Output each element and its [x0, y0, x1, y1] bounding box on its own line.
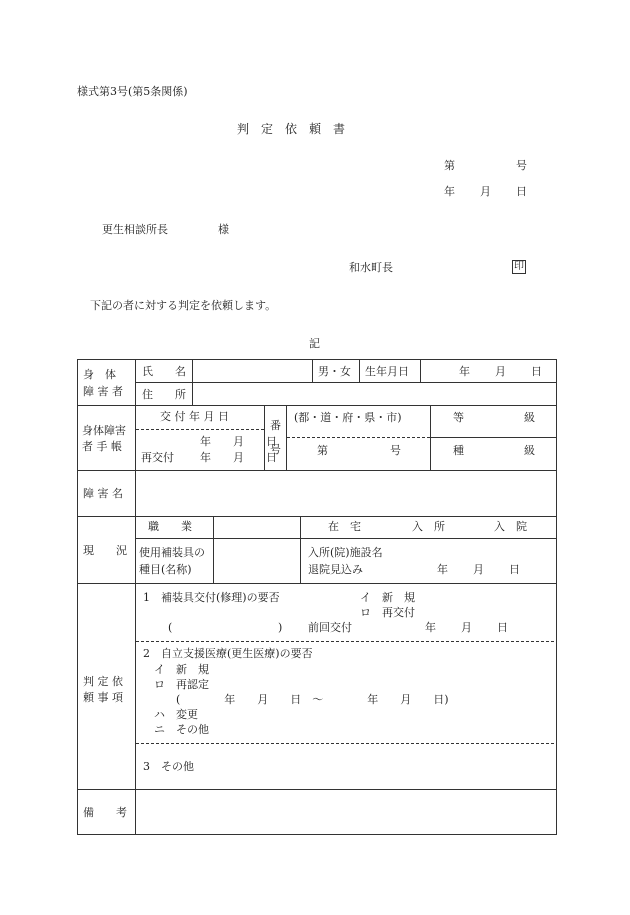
status-label: 現 況 — [83, 544, 127, 557]
handbook-label-2: 者 手 帳 — [82, 440, 122, 453]
item2-title: 2 自立支援医療(更生医療)の要否 — [143, 647, 313, 660]
equipment-label-2: 種目(名称) — [139, 563, 192, 576]
birth-month: 月 — [495, 365, 506, 378]
item1-paren-close: ) — [278, 621, 283, 634]
equipment-label-1: 使用補装具の — [139, 546, 205, 559]
issue-date-label: 交 付 年 月 日 — [160, 410, 229, 423]
form-number: 様式第3号(第5条関係) — [77, 85, 188, 98]
addressee-honorific: 様 — [218, 223, 229, 236]
status-home: 在 宅 — [328, 520, 361, 533]
seal-mark: 印 — [514, 261, 524, 272]
gender-option: 男・女 — [318, 365, 351, 378]
type-suffix: 級 — [524, 444, 535, 457]
person-section-label-2: 障 害 者 — [83, 385, 123, 398]
doc-number-prefix: 第 — [444, 159, 455, 172]
item1-paren-open: ( — [168, 621, 173, 634]
addressee: 更生相談所長 — [102, 223, 168, 236]
request-label-2: 頼 事 項 — [83, 691, 123, 704]
handbook-number-suffix: 号 — [390, 444, 401, 457]
handbook-number-prefix: 第 — [317, 444, 328, 457]
item2-option-new: イ 新 規 — [154, 663, 209, 676]
date-year: 年 — [444, 185, 455, 198]
reissue-date-parts: 年 月 日 — [200, 451, 277, 464]
disability-name-label: 障 害 名 — [83, 487, 123, 500]
item1-option-reissue: ロ 再交付 — [360, 606, 415, 619]
document-title: 判 定 依 頼 書 — [237, 122, 346, 136]
grade-suffix: 級 — [524, 411, 535, 424]
reissue-label: 再交付 — [141, 451, 174, 464]
item2-period: ( 年 月 日 ～ 年 月 日) — [176, 693, 449, 706]
item3-title: 3 その他 — [143, 760, 194, 773]
status-admission: 入 所 — [412, 520, 445, 533]
name-label: 氏 名 — [142, 365, 186, 378]
discharge-label: 退院見込み — [308, 563, 363, 576]
type-label: 種 — [453, 444, 464, 457]
item1-previous-label: 前回交付 — [308, 621, 352, 634]
item1-year: 年 — [425, 621, 436, 634]
item1-option-new: イ 新 規 — [360, 591, 415, 604]
handbook-number-label-2: 号 — [270, 443, 281, 456]
handbook-number-label-1: 番 — [270, 419, 281, 432]
request-label-1: 判 定 依 — [83, 675, 123, 688]
prefecture-options: (都・道・府・県・市) — [294, 411, 402, 424]
remarks-label: 備 考 — [83, 806, 127, 819]
birth-date-label: 生年月日 — [365, 365, 409, 378]
sender: 和水町長 — [349, 261, 393, 274]
item2-option-change: ハ 変更 — [154, 708, 198, 721]
item1-day: 日 — [497, 621, 508, 634]
job-label: 職 業 — [148, 520, 192, 533]
grade-label: 等 — [453, 411, 464, 424]
address-label: 住 所 — [142, 388, 186, 401]
date-day: 日 — [516, 185, 527, 198]
discharge-day: 日 — [509, 563, 520, 576]
date-month: 月 — [480, 185, 491, 198]
discharge-year: 年 — [437, 563, 448, 576]
issue-date-parts: 年 月 日 — [200, 435, 277, 448]
ki-mark: 記 — [309, 337, 320, 350]
person-section-label-1: 身 体 — [83, 368, 116, 381]
birth-year: 年 — [459, 365, 470, 378]
request-sentence: 下記の者に対する判定を依頼します。 — [90, 299, 277, 312]
item1-title: 1 補装具交付(修理)の要否 — [143, 591, 280, 604]
facility-name-label: 入所(院)施設名 — [308, 546, 383, 559]
doc-number-suffix: 号 — [516, 159, 527, 172]
handbook-label-1: 身体障害 — [82, 424, 126, 437]
birth-day: 日 — [531, 365, 542, 378]
item1-month: 月 — [461, 621, 472, 634]
discharge-month: 月 — [473, 563, 484, 576]
status-hospital: 入 院 — [494, 520, 527, 533]
item2-option-other: ニ その他 — [154, 723, 209, 736]
item2-option-recert: ロ 再認定 — [154, 678, 209, 691]
